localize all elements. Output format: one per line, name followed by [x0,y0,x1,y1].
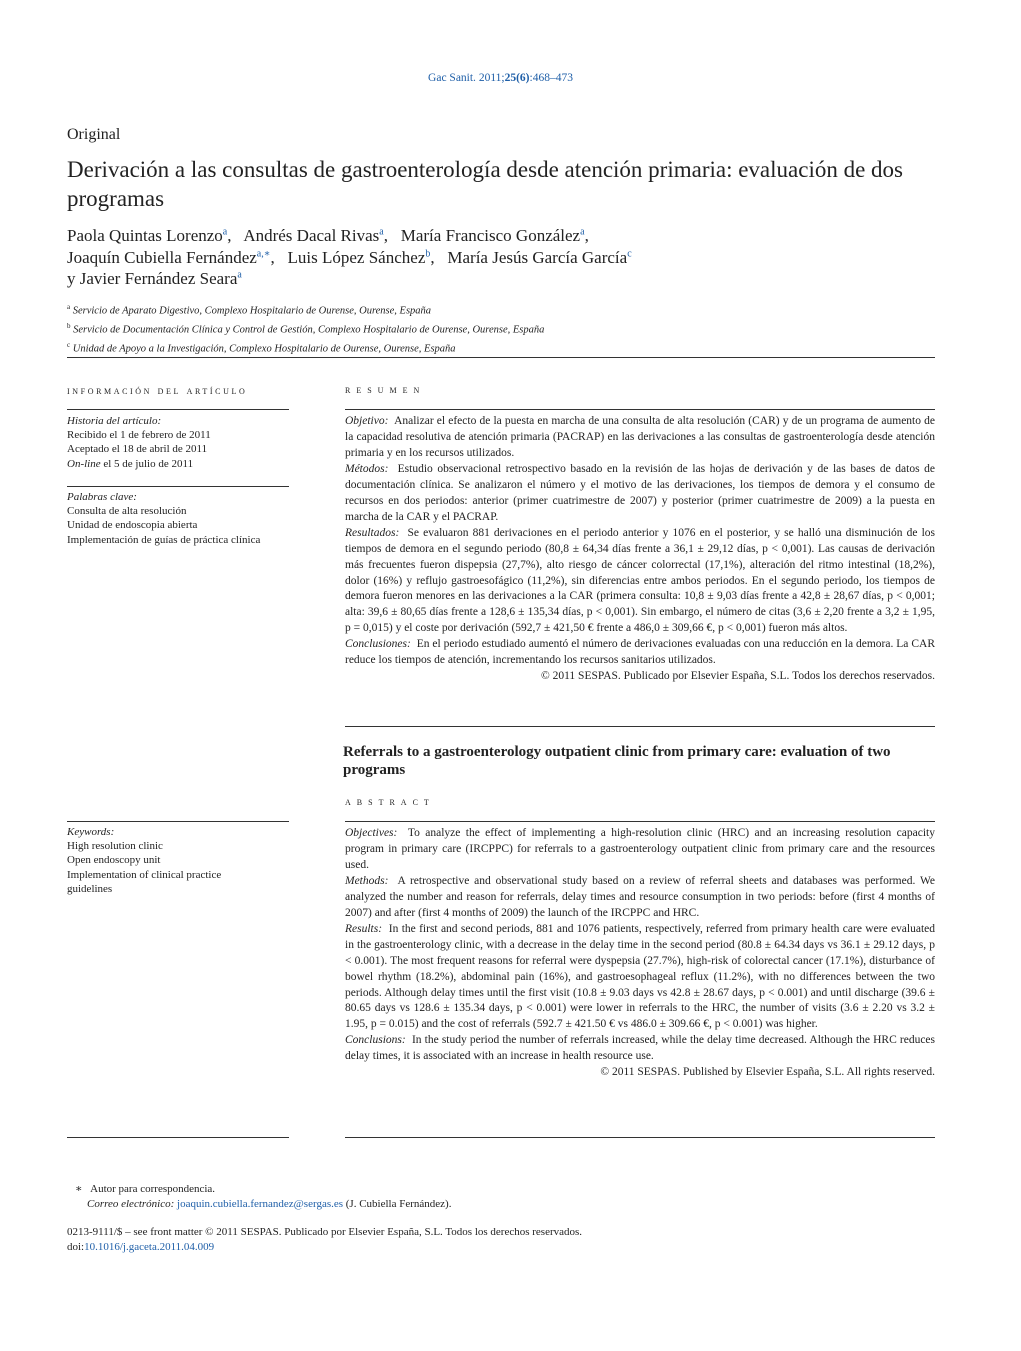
resumen-body [345,414,935,685]
journal-name[interactable]: Gac Sanit. [428,72,476,84]
resumen-conclusiones: Conclusiones: En el periodo estudiado aumentó el número de derivaciones evaluadas con una reducción en la demora. La CAR reduce los tiempos de atención, incrementando los recursos sanitarios utilizados. [345,638,935,667]
article-info-header: información del artículo [67,383,248,397]
abstract-objectives: Objectives: To analyze the effect of implementing a high-resolution clinic (HRC) and an increasing resolution capacity program in primary care (IRCPPC) for referrals to a gastroenterology outpatient clinic from primary care and the resources used. [345,827,935,871]
resumen-metodos: Métodos: Estudio observacional retrospectivo basado en la revisión de las hojas de derivación y de las bases de datos de documentación clínica. Se analizaron el número y el motivo de las derivaciones, los tiempos de demora y el consumo de recursos en dos periodos: anterior (primer cuatrimestre de 2007) y posterior (primer cuatrimestre de 2009) a la puesta en marcha de la CAR y el PACRAP. [345,462,936,523]
history-label: Historia del artículo: [67,415,162,427]
resumen-copyright: © 2011 SESPAS. Publicado por Elsevier España, S.L. Todos los derechos reservados. [541,670,935,683]
abstract-copyright: © 2011 SESPAS. Published by Elsevier España, S.L. All rights reserved. [600,1066,935,1079]
author-name: Joaquín Cubiella Fernández [67,247,257,267]
keyword: Unidad de endoscopia abierta [67,519,198,532]
english-title: Referrals to a gastroenterology outpatient clinic from primary care: evaluation of two programs [343,744,891,778]
journal-pages[interactable]: :468–473 [529,72,573,84]
keywords-label: Keywords: [67,826,115,838]
abstract-body [345,826,935,1081]
author-name: Paola Quintas Lorenzo [67,226,223,245]
keywords-label: Palabras clave: [67,491,137,503]
issn-line: 0213-9111/$ – see front matter © 2011 SESPAS. Publicado por Elsevier España, S.L. Todos los derechos reservados. [67,1226,583,1238]
divider [67,409,289,410]
keyword: High resolution clinic [67,840,163,853]
author-affil-mark[interactable]: a [237,269,242,281]
author-affil-mark[interactable]: a [222,226,228,238]
affiliation-c: $^c$ Unidad de Apoyo a la Investigación, Complexo Hospitalario de Ourense, Ourense, España [67,341,456,355]
page-footer [67,1225,927,1255]
doi-line: doi:10.1016/j.gaceta.2011.04.009 [67,1241,215,1253]
affiliation-a: $^a$ Servicio de Aparato Digestivo, Complexo Hospitalario de Ourense, Ourense, España [67,303,432,317]
author-affil-mark[interactable]: a [580,226,585,238]
abstract-header: abstract [345,794,435,808]
affiliations [67,300,947,358]
journal-year[interactable]: 2011; [478,72,505,84]
abstract-conclusions: Conclusions: In the study period the number of referrals increased, while the delay time decreased. Although the HRC reduces delay times, it is associated with an increase in health resource use. [345,1034,936,1063]
online-date: On-line el 5 de julio de 2011 [67,457,194,470]
abstract-results: Results: In the first and second periods, 881 and 1076 patients, respectively, referred from primary health care were evaluated in the gastroenterology clinic, with a decrease in the delay time in the second period (80.8 ± 64.34 days vs 36.1 ± 29.12 days, p < 0.001). The most frequent reasons for referral were dyspepsia (27.7%), high-risk of colorectal cancer (17.1%), disturbance of bowel rhythm (18.2%), abdominal pain (16%), and gastroesophageal reflux (11.2%), with no differences between the two periods. Although delay times until the first visit (10.8 ± 9.03 days vs 42.8 ± 28.67 days, p < 0.001) and until discharge (39.6 ± 80.65 days vs 128.6 ± 135.34 days, p < 0.001) were lower in referrals to the HRC, the number of visits (3.6 ± 2.20 vs 3.2 ± 1.95, p = 0.015) and the cost of referrals (592.7 ± 421.50 € vs 486.0 ± 309.66 €, p < 0.001) was higher. [345,922,936,1031]
abstract-methods: Methods: A retrospective and observational study based on a review of referral sheets and databases was performed. We analyzed the number and reason for referrals, delay times and resource consumption in two periods: before (first 4 months of 2007) and after (first 4 months of 2009) the launch of the IRCPPC and HRC. [345,874,935,919]
author-affil-mark[interactable]: a,∗ [256,247,271,259]
resumen-objetivo: Objetivo: Analizar el efecto de la puesta en marcha de una consulta de alta resolución (CAR) y de un programa de aumento de la capacidad resolutiva de atención primaria (PACRAP) en las derivaciones a las consultas de gastroenterología desde atención primaria y en los recursos utilizados. [345,415,935,459]
divider [345,1137,935,1138]
resumen-resultados: Resultados: Se evaluaron 881 derivaciones en el periodo anterior y 1076 en el posterior, y se halló una disminución de los tiempos de demora en el segundo periodo (80,8 ± 64,34 días frente a 36,1 ± 29,12 días, p < 0,001). Las causas de derivación más frecuentes fueron dispepsia (27,7%), alto riesgo de cáncer colorrectal (17,1%), alteración del ritmo intestinal (18,2%), dolor (16%) y reflujo gastroesofágico (11,2%), sin diferencias entre ambos periodos. En el segundo periodo, los tiempos de demora fueron menores en las derivaciones a la CAR (primera consulta: 10,8 ± 9,03 días frente a 42,8 ± 28,67 días, p < 0,001; alta: 39,6 ± 80,65 días frente a 128,6 ± 135,34 días, p < 0,001). Sin embargo, el número de citas (3,6 ± 2,20 frente a 3,2 ± 1,95, p = 0,015) y el coste por derivación (592,7 ± 421,50 € frente a 486,0 ± 309,66 €, p < 0,001) fueron más altos. [345,526,936,635]
keyword: Implementation of clinical practice guidelines [67,868,222,895]
journal-citation[interactable] [0,72,1001,84]
journal-volume-issue[interactable]: 25(6) [504,72,530,84]
section-label: Original [67,126,121,143]
author-affil-mark[interactable]: a [379,226,384,238]
footnote-marker: ∗ [75,1183,83,1195]
author-name: Andrés Dacal Rivas [243,226,380,245]
author-list: Paola Quintas Lorenzo$^a$, Andrés Dacal Rivas$^a$, María Francisco González$^a$, Joaquín Cubiella Fernández$^{a,∗}$, Luis López Sánchez$^b$, María Jesús García García$^c$ y Javier Fernández Seara$^a$ [67,226,632,288]
keywords-es [67,490,289,547]
affiliation-b: $^b$ Servicio de Documentación Clínica y Control de Gestión, Complexo Hospitalario de Ourense, Ourense, España [67,322,545,336]
keyword: Implementación de guías de práctica clínica [67,533,261,546]
article-history [67,414,289,471]
doi-link[interactable]: 10.1016/j.gaceta.2011.04.009 [84,1241,215,1253]
accepted-date: Aceptado el 18 de abril de 2011 [67,443,208,456]
article-title: Derivación a las consultas de gastroenterología desde atención primaria: evaluación de dos programas [67,157,903,211]
keyword: Open endoscopy unit [67,854,161,867]
email-link[interactable]: joaquin.cubiella.fernandez@sergas.es [177,1198,344,1210]
author-name: María Jesús García García [447,247,628,267]
divider [345,821,935,822]
author-name: Luis López Sánchez [287,247,426,267]
received-date: Recibido el 1 de febrero de 2011 [67,429,211,442]
keyword: Consulta de alta resolución [67,505,187,518]
divider [67,1137,289,1138]
author-affil-mark[interactable]: b [425,247,431,259]
author-affil-mark[interactable]: c [627,247,632,259]
header-divider [67,357,935,358]
author-name: María Francisco González [400,226,581,245]
author-name: y Javier Fernández Seara [67,269,238,288]
correspondence-footnote: ∗ Autor para correspondencia. Correo electrónico: joaquin.cubiella.fernandez@sergas.es (J. Cubiella Fernández). [75,1183,452,1210]
divider [67,486,289,487]
divider [345,726,935,727]
divider [345,409,935,410]
keywords-en [67,825,289,896]
resumen-header: resumen [345,382,426,396]
divider [67,821,289,822]
